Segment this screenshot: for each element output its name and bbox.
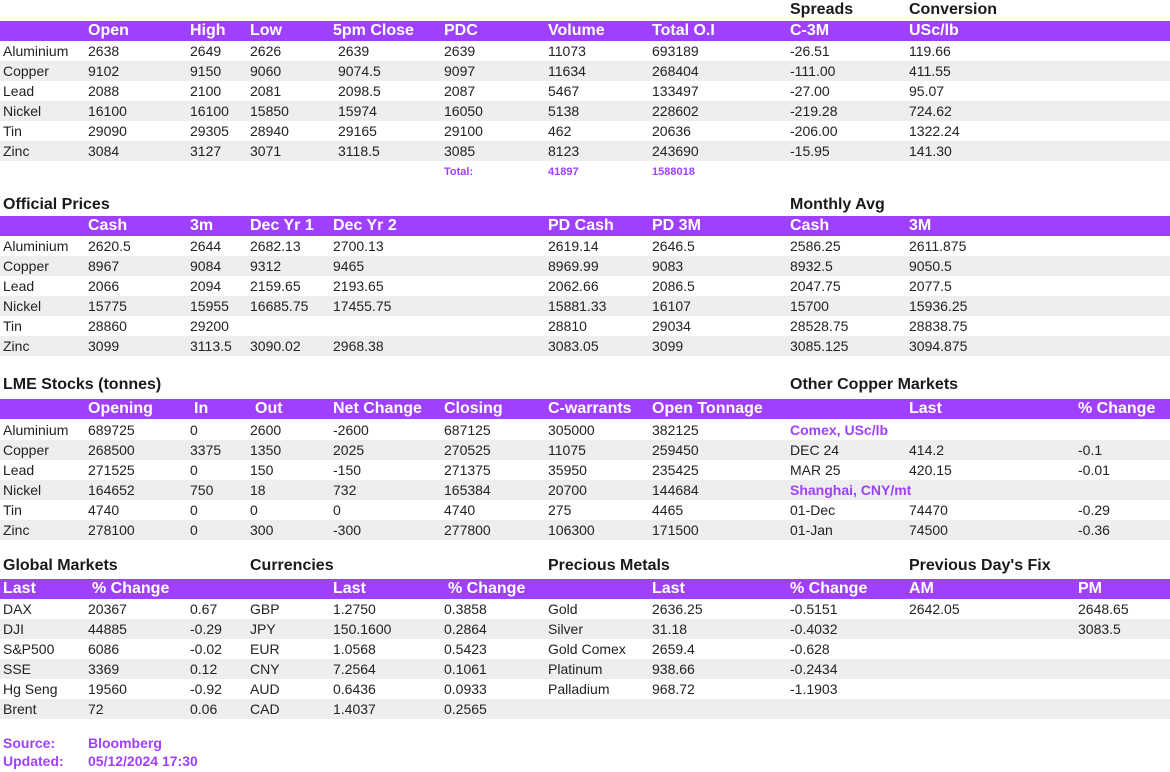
index-change: -0.29 [190, 621, 222, 637]
table-cell: -27.00 [790, 83, 830, 99]
table-cell: 2968.38 [333, 338, 384, 354]
table-cell: 29165 [338, 123, 377, 139]
precious-change: -0.628 [790, 641, 830, 657]
table-cell: 9060 [250, 63, 282, 79]
table-cell: 29034 [652, 318, 691, 334]
official-col-header: PD 3M [652, 217, 701, 234]
index-label: S&P500 [3, 641, 55, 657]
index-change: 0.12 [190, 661, 218, 677]
table-cell: 300 [250, 522, 274, 538]
spreads-title: Spreads [790, 1, 854, 18]
table-cell: 29100 [444, 123, 483, 139]
table-cell: 8123 [548, 143, 580, 159]
table-cell: 750 [190, 482, 214, 498]
table-cell: 119.66 [909, 43, 951, 59]
table-cell: 9050.5 [909, 258, 952, 274]
table-cell: -206.00 [790, 123, 838, 139]
table-cell: 0 [190, 522, 198, 538]
currency-last: 7.2564 [333, 661, 376, 677]
table-cell: 732 [333, 482, 357, 498]
metal-label: Lead [3, 462, 35, 478]
copper-col-header: % Change [1078, 400, 1156, 417]
table-cell: 687125 [444, 422, 491, 438]
table-cell: 2081 [250, 83, 282, 99]
table-cell: 235425 [652, 462, 699, 478]
table-cell: 2626 [250, 43, 282, 59]
table-cell: -15.95 [790, 143, 830, 159]
copper-change: -0.36 [1078, 522, 1110, 538]
table-cell: 164652 [88, 482, 135, 498]
table-cell: 3085 [444, 143, 476, 159]
metal-label: Nickel [3, 298, 42, 314]
metal-label: Tin [3, 502, 22, 518]
table-cell: 35950 [548, 462, 587, 478]
table-cell: 15881.33 [548, 298, 607, 314]
official-col-header: Cash [88, 217, 128, 234]
table-cell: 9102 [88, 63, 120, 79]
table-cell: 270525 [444, 442, 491, 458]
copper-last: 414.2 [909, 442, 945, 458]
table-cell: 3071 [250, 143, 282, 159]
top-col-header: Total O.I [652, 22, 715, 39]
precious-change: -0.4032 [790, 621, 838, 637]
conversion-title: Conversion [909, 1, 998, 18]
table-cell: 2682.13 [250, 238, 301, 254]
row-stripe [0, 619, 1170, 639]
table-cell: 5467 [548, 83, 580, 99]
metal-label: Lead [3, 278, 35, 294]
table-cell: 2193.65 [333, 278, 384, 294]
table-cell: 2620.5 [88, 238, 131, 254]
top-col-header: 5pm Close [333, 22, 414, 39]
table-cell: 2639 [444, 43, 476, 59]
other-copper-title: Other Copper Markets [790, 376, 959, 393]
table-cell: 15936.25 [909, 298, 968, 314]
table-cell: 2100 [190, 83, 222, 99]
table-cell: 15775 [88, 298, 127, 314]
precious-last: 2636.25 [652, 601, 703, 617]
table-cell: 28860 [88, 318, 127, 334]
currency-change: 0.5423 [444, 641, 487, 657]
table-cell: 144684 [652, 482, 699, 498]
table-cell: 8969.99 [548, 258, 599, 274]
currencies-title: Currencies [250, 557, 334, 574]
fix-am: 2642.05 [909, 601, 960, 617]
table-cell: 28940 [250, 123, 289, 139]
table-cell: 95.07 [909, 83, 945, 99]
metal-label: Copper [3, 442, 49, 458]
stocks-col-header: Closing [444, 400, 503, 417]
precious-last: 938.66 [652, 661, 695, 677]
fix-pm: 3083.5 [1078, 621, 1121, 637]
top-col-header: C-3M [790, 22, 830, 39]
table-cell: 2586.25 [790, 238, 841, 254]
table-cell: 2646.5 [652, 238, 695, 254]
table-cell: 141.30 [909, 143, 952, 159]
precious-label: Gold [548, 601, 578, 617]
table-cell: 9074.5 [338, 63, 381, 79]
table-cell: 2077.5 [909, 278, 952, 294]
table-cell: 133497 [652, 83, 699, 99]
metal-label: Zinc [3, 338, 30, 354]
lme-stocks-title: LME Stocks (tonnes) [3, 376, 162, 393]
contract-label: MAR 25 [790, 462, 841, 478]
table-cell: 1350 [250, 442, 282, 458]
table-cell: 2088 [88, 83, 120, 99]
table-cell: 305000 [548, 422, 595, 438]
bottom-col-header: % Change [92, 580, 170, 597]
table-cell: 5138 [548, 103, 580, 119]
currency-label: JPY [250, 621, 276, 637]
table-cell: 15700 [790, 298, 829, 314]
table-cell: 3085.125 [790, 338, 849, 354]
table-cell: 2062.66 [548, 278, 599, 294]
table-cell: 3094.875 [909, 338, 968, 354]
table-cell: 29200 [190, 318, 229, 334]
stocks-col-header: C-warrants [548, 400, 632, 417]
table-cell: -219.28 [790, 103, 838, 119]
table-cell: 17455.75 [333, 298, 392, 314]
table-cell: 2159.65 [250, 278, 301, 294]
top-col-header: Volume [548, 22, 605, 39]
bottom-col-header: % Change [448, 580, 526, 597]
index-label: Brent [3, 701, 37, 717]
table-cell: 9083 [652, 258, 684, 274]
table-cell: 0 [190, 462, 198, 478]
currency-change: 0.3858 [444, 601, 487, 617]
copper-last: 74500 [909, 522, 948, 538]
official-col-header: Dec Yr 1 [250, 217, 314, 234]
official-col-header: PD Cash [548, 217, 614, 234]
currency-label: CNY [250, 661, 280, 677]
table-cell: 277800 [444, 522, 491, 538]
table-cell: 3127 [190, 143, 222, 159]
copper-last: 420.15 [909, 462, 952, 478]
table-cell: 9312 [250, 258, 282, 274]
table-cell: 2086.5 [652, 278, 695, 294]
table-cell: 16100 [190, 103, 229, 119]
table-cell: 693189 [652, 43, 699, 59]
precious-metals-title: Precious Metals [548, 557, 670, 574]
stocks-col-header: Net Change [333, 400, 422, 417]
table-cell: 2619.14 [548, 238, 599, 254]
table-cell: 106300 [548, 522, 595, 538]
table-cell: 29090 [88, 123, 127, 139]
table-cell: 20700 [548, 482, 587, 498]
metal-label: Lead [3, 83, 35, 99]
index-label: SSE [3, 661, 32, 677]
precious-last: 968.72 [652, 681, 695, 697]
table-cell: 150 [250, 462, 274, 478]
table-cell: 11634 [548, 63, 586, 79]
bottom-col-header: % Change [790, 580, 868, 597]
row-stripe [0, 101, 1170, 121]
metal-label: Nickel [3, 482, 42, 498]
precious-last: 2659.4 [652, 641, 695, 657]
table-cell: 8932.5 [790, 258, 833, 274]
total-label: Total: [444, 166, 474, 178]
table-cell: 243690 [652, 143, 699, 159]
previous-day-fix-title: Previous Day's Fix [909, 557, 1051, 574]
updated-label: Updated: [3, 753, 64, 769]
table-cell: 20636 [652, 123, 691, 139]
table-cell: 3099 [88, 338, 120, 354]
table-cell: 2644 [190, 238, 222, 254]
copper-col-header: Last [909, 400, 942, 417]
metal-label: Tin [3, 318, 22, 334]
global-markets-title: Global Markets [3, 557, 118, 574]
table-cell: 11073 [548, 43, 586, 59]
precious-change: -0.5151 [790, 601, 838, 617]
table-cell: 2066 [88, 278, 120, 294]
top-col-header: High [190, 22, 226, 39]
table-cell: 2638 [88, 43, 120, 59]
table-cell: 15850 [250, 103, 289, 119]
table-cell: 29305 [190, 123, 229, 139]
currency-change: 0.2565 [444, 701, 487, 717]
bottom-col-header: Last [652, 580, 685, 597]
table-cell: 2649 [190, 43, 222, 59]
currency-change: 0.1061 [444, 661, 487, 677]
table-cell: 16685.75 [250, 298, 309, 314]
official-col-header: Cash [790, 217, 830, 234]
bottom-col-header: Last [333, 580, 366, 597]
top-col-header: PDC [444, 22, 478, 39]
table-cell: 9084 [190, 258, 222, 274]
table-cell: 16050 [444, 103, 483, 119]
contract-label: DEC 24 [790, 442, 840, 458]
metal-label: Aluminium [3, 43, 69, 59]
metal-label: Zinc [3, 143, 30, 159]
table-cell: 268500 [88, 442, 135, 458]
table-cell: 11075 [548, 442, 586, 458]
table-cell: 3099 [652, 338, 684, 354]
table-cell: 228602 [652, 103, 699, 119]
table-cell: 2639 [338, 43, 370, 59]
table-cell: 689725 [88, 422, 135, 438]
index-last: 20367 [88, 601, 127, 617]
table-cell: 2025 [333, 442, 365, 458]
index-last: 44885 [88, 621, 127, 637]
official-col-header: 3m [190, 217, 214, 234]
copper-change: -0.01 [1078, 462, 1110, 478]
currency-last: 150.1600 [333, 621, 392, 637]
table-cell: 259450 [652, 442, 699, 458]
table-cell: 28810 [548, 318, 587, 334]
table-cell: 171500 [652, 522, 699, 538]
metal-label: Copper [3, 258, 49, 274]
table-cell: 2094 [190, 278, 222, 294]
index-label: DAX [3, 601, 32, 617]
table-cell: 268404 [652, 63, 699, 79]
metal-label: Copper [3, 63, 49, 79]
table-cell: 3375 [190, 442, 222, 458]
table-cell: 4465 [652, 502, 684, 518]
table-cell: 3113.5 [190, 338, 232, 354]
table-cell: 18 [250, 482, 266, 498]
table-cell: 0 [250, 502, 258, 518]
contract-label: 01-Jan [790, 522, 833, 538]
precious-last: 31.18 [652, 621, 688, 637]
table-cell: 0 [333, 502, 341, 518]
table-cell: 16107 [652, 298, 691, 314]
table-cell: 275 [548, 502, 572, 518]
metal-label: Tin [3, 123, 22, 139]
table-cell: 1322.24 [909, 123, 960, 139]
stocks-col-header: Open Tonnage [652, 400, 763, 417]
table-cell: 9150 [190, 63, 222, 79]
source-value: Bloomberg [88, 735, 162, 751]
precious-change: -1.1903 [790, 681, 838, 697]
stocks-col-header: Out [255, 400, 283, 417]
table-cell: -2600 [333, 422, 369, 438]
table-cell: 15974 [338, 103, 377, 119]
index-last: 3369 [88, 661, 120, 677]
table-cell: 0 [190, 502, 198, 518]
metal-label: Nickel [3, 103, 42, 119]
table-cell: 2611.875 [909, 238, 967, 254]
table-cell: -300 [333, 522, 362, 538]
table-cell: 2700.13 [333, 238, 384, 254]
index-change: -0.92 [190, 681, 222, 697]
index-last: 72 [88, 701, 104, 717]
precious-label: Silver [548, 621, 584, 637]
table-cell: 3090.02 [250, 338, 301, 354]
table-cell: 9097 [444, 63, 476, 79]
currency-change: 0.0933 [444, 681, 487, 697]
precious-label: Palladium [548, 681, 610, 697]
source-label: Source: [3, 735, 56, 751]
index-change: -0.02 [190, 641, 222, 657]
metal-label: Zinc [3, 522, 30, 538]
row-stripe [0, 141, 1170, 161]
bottom-col-header: PM [1078, 580, 1102, 597]
currency-last: 1.4037 [333, 701, 376, 717]
currency-label: AUD [250, 681, 280, 697]
table-cell: 4740 [88, 502, 120, 518]
table-cell: 15955 [190, 298, 229, 314]
table-cell: 271525 [88, 462, 135, 478]
precious-label: Platinum [548, 661, 603, 677]
bottom-col-header: Last [3, 580, 36, 597]
table-cell: 9465 [333, 258, 365, 274]
table-cell: 8967 [88, 258, 120, 274]
top-col-header: USc/lb [909, 22, 959, 39]
contract-label: 01-Dec [790, 502, 836, 518]
currency-last: 0.6436 [333, 681, 376, 697]
updated-value: 05/12/2024 17:30 [88, 753, 198, 769]
table-cell: 2600 [250, 422, 282, 438]
table-cell: 271375 [444, 462, 491, 478]
top-col-header: Open [88, 22, 129, 39]
precious-label: Gold Comex [548, 641, 626, 657]
top-col-header: Low [250, 22, 282, 39]
table-cell: 28528.75 [790, 318, 849, 334]
market-subheading: Comex, USc/lb [790, 422, 889, 438]
table-cell: 462 [548, 123, 572, 139]
table-cell: 28838.75 [909, 318, 968, 334]
fix-pm: 2648.65 [1078, 601, 1129, 617]
precious-change: -0.2434 [790, 661, 838, 677]
bottom-header-band [0, 579, 1170, 599]
table-cell: 411.55 [909, 63, 951, 79]
index-last: 6086 [88, 641, 120, 657]
index-label: Hg Seng [3, 681, 58, 697]
index-change: 0.06 [190, 701, 218, 717]
currency-label: CAD [250, 701, 280, 717]
table-cell: 2047.75 [790, 278, 841, 294]
copper-last: 74470 [909, 502, 948, 518]
table-cell: -111.00 [790, 63, 836, 79]
currency-last: 1.0568 [333, 641, 376, 657]
currency-label: EUR [250, 641, 280, 657]
market-subheading: Shanghai, CNY/mt [790, 482, 912, 498]
total-oi: 1588018 [652, 166, 695, 178]
currency-label: GBP [250, 601, 280, 617]
total-volume: 41897 [548, 166, 579, 178]
official-prices-title: Official Prices [3, 196, 110, 213]
table-cell: 4740 [444, 502, 476, 518]
table-cell: 2098.5 [338, 83, 381, 99]
table-cell: 3083.05 [548, 338, 599, 354]
table-cell: 0 [190, 422, 198, 438]
copper-change: -0.29 [1078, 502, 1110, 518]
table-cell: 278100 [88, 522, 135, 538]
table-cell: 3084 [88, 143, 120, 159]
official-col-header: Dec Yr 2 [333, 217, 397, 234]
index-change: 0.67 [190, 601, 218, 617]
table-cell: 3118.5 [338, 143, 380, 159]
metal-label: Aluminium [3, 238, 69, 254]
table-cell: 724.62 [909, 103, 952, 119]
currency-change: 0.2864 [444, 621, 487, 637]
official-col-header: 3M [909, 217, 932, 234]
copper-change: -0.1 [1078, 442, 1103, 458]
monthly-avg-title: Monthly Avg [790, 196, 885, 213]
stocks-col-header: Opening [88, 400, 153, 417]
table-cell: 382125 [652, 422, 699, 438]
row-stripe [0, 699, 1170, 719]
currency-last: 1.2750 [333, 601, 376, 617]
stocks-col-header: In [194, 400, 209, 417]
bottom-col-header: AM [909, 580, 934, 597]
table-cell: 165384 [444, 482, 491, 498]
index-label: DJI [3, 621, 24, 637]
table-cell: -26.51 [790, 43, 830, 59]
table-cell: 16100 [88, 103, 127, 119]
table-cell: -150 [333, 462, 362, 478]
table-cell: 2087 [444, 83, 476, 99]
index-last: 19560 [88, 681, 127, 697]
metal-label: Aluminium [3, 422, 69, 438]
